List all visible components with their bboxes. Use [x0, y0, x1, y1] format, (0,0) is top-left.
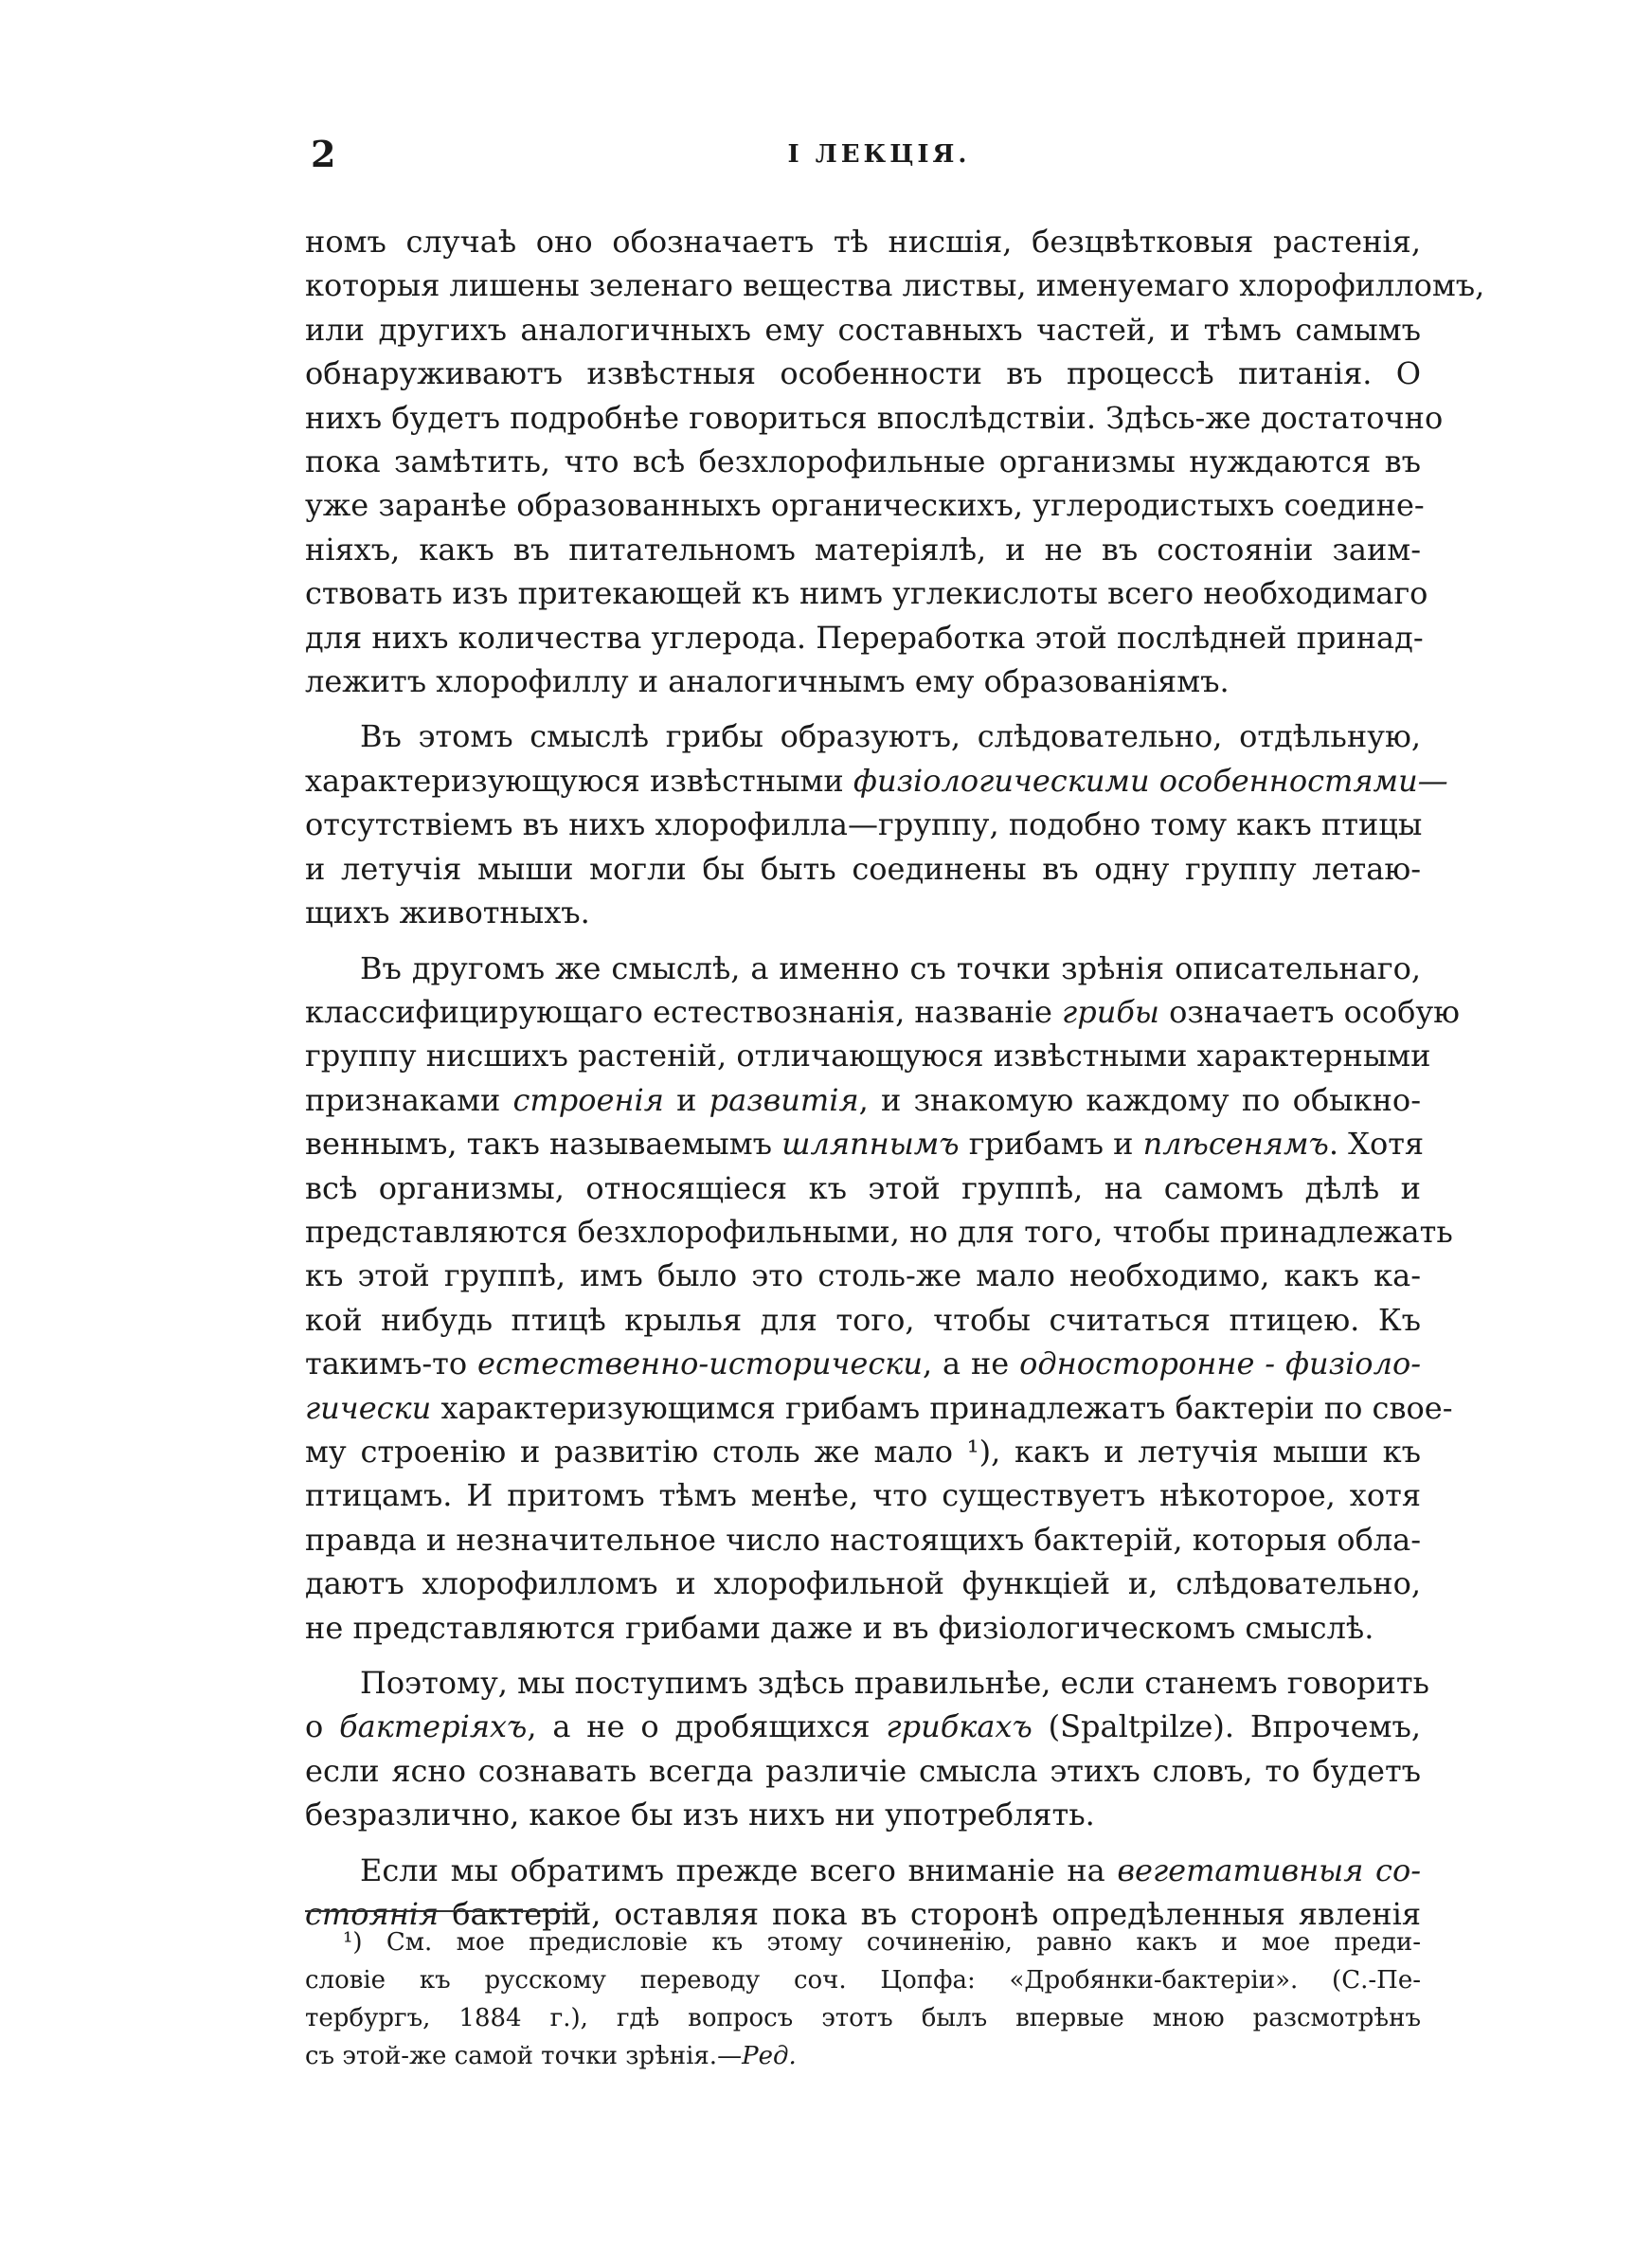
- text-run: съ этой-же самой точки зрѣнія.—: [305, 2042, 743, 2070]
- text-line: для нихъ количества углерода. Переработка этой послѣдней принад-: [305, 619, 1424, 656]
- text-run: бактерій, оставляя пока въ сторонѣ опредѣленныя явленія: [452, 1896, 1422, 1933]
- text-line: которыя лишены зеленаго вещества листвы, именуемаго хлорофилломъ,: [305, 267, 1485, 304]
- footnote: [305, 1923, 1421, 2075]
- italic-term: стоянія: [305, 1896, 440, 1933]
- text-line: ствовать изъ притекающей къ нимъ углекислоты всего необходимаго: [305, 575, 1428, 612]
- italic-term: гически: [305, 1389, 432, 1426]
- text-run: такимъ-то: [305, 1345, 468, 1382]
- text-line: [305, 1078, 1421, 1122]
- text-line: правда и незначительное число настоящихъ бактерій, которыя обла-: [305, 1521, 1422, 1558]
- text-run: , а не: [922, 1345, 1010, 1382]
- page-number: 2: [311, 133, 336, 175]
- footnote-divider: [305, 1910, 578, 1912]
- text-line: отсутствіемъ въ нихъ хлорофилла—группу, подобно тому какъ птицы: [305, 806, 1423, 843]
- text-run: о: [305, 1708, 324, 1745]
- text-run: веннымъ, такъ называемымъ: [305, 1126, 772, 1163]
- footnote-line: тербургъ, 1884 г.), гдѣ вопросъ этотъ былъ впервые мною разсмотрѣнъ: [305, 2004, 1421, 2032]
- italic-term: строенія: [512, 1081, 664, 1118]
- text-run: характеризующуюся извѣстными: [305, 762, 844, 799]
- italic-term: плѣсенямъ: [1142, 1126, 1329, 1163]
- footnote-line: ¹) См. мое предисловіе къ этому сочиненію, равно какъ и мое преди-: [343, 1928, 1421, 1957]
- text-line: представляются безхлорофильными, но для того, чтобы принадлежать: [305, 1213, 1453, 1250]
- italic-term: грибы: [1062, 993, 1159, 1030]
- text-line: уже заранѣе образованныхъ органическихъ, углеродистыхъ соедине-: [305, 487, 1425, 524]
- text-line: [305, 1386, 1453, 1430]
- text-line: [305, 1849, 1421, 1892]
- text-run: признаками: [305, 1081, 501, 1118]
- text-line: [305, 759, 1448, 803]
- text-line: нихъ будетъ подробнѣе говориться впослѣдствіи. Здѣсь-же достаточно: [305, 399, 1444, 436]
- text-line: [305, 990, 1461, 1034]
- text-run: Если мы обратимъ прежде всего вниманіе на: [360, 1851, 1105, 1888]
- text-line: [305, 1122, 1425, 1165]
- text-line: птицамъ. И притомъ тѣмъ менѣе, что существуетъ нѣкоторое, хотя: [305, 1477, 1421, 1514]
- paragraph-2: [305, 714, 1448, 934]
- italic-term: вегетативныя со-: [1117, 1851, 1422, 1888]
- text-line: ніяхъ, какъ въ питательномъ матеріялѣ, и не въ состояніи заим-: [305, 531, 1421, 568]
- text-line: [305, 1342, 1421, 1385]
- footnote-line: [305, 2037, 1421, 2075]
- text-run: означаетъ особую: [1169, 993, 1461, 1030]
- italic-term: естественно-исторически: [477, 1345, 923, 1382]
- footnote-line: словіе къ русскому переводу соч. Цопфа: «Дробянки-бактеріи». (С.-Пе-: [305, 1966, 1421, 1995]
- paragraph-1: [305, 220, 1485, 703]
- text-run: классифицирующаго естествознанія, названіе: [305, 993, 1052, 1030]
- text-line: кой нибудь птицѣ крылья для того, чтобы считаться птицею. Къ: [305, 1301, 1421, 1338]
- text-line: безразлично, какое бы изъ нихъ ни употреблять.: [305, 1797, 1095, 1833]
- text-line: если ясно сознавать всегда различіе смысла этихъ словъ, то будетъ: [305, 1752, 1421, 1789]
- italic-term: развитія: [709, 1081, 859, 1118]
- text-line: Въ другомъ же смыслѣ, а именно съ точки зрѣнія описательнаго,: [360, 949, 1421, 986]
- italic-term: бактеріяхъ: [339, 1708, 528, 1745]
- text-run: (Spaltpilze). Впрочемъ,: [1048, 1708, 1422, 1745]
- text-run: грибамъ и: [968, 1126, 1134, 1163]
- text-line: или другихъ аналогичныхъ ему составныхъ частей, и тѣмъ самымъ: [305, 311, 1421, 348]
- text-line: къ этой группѣ, имъ было это столь-же мало необходимо, какъ ка-: [305, 1257, 1421, 1294]
- body-text: [305, 220, 1485, 1947]
- text-line: и летучія мыши могли бы быть соединены въ одну группу летаю-: [305, 850, 1421, 887]
- text-line: щихъ животныхъ.: [305, 894, 590, 931]
- italic-term: грибкахъ: [886, 1708, 1032, 1745]
- paragraph-4: [305, 1661, 1429, 1837]
- text-line: лежитъ хлорофиллу и аналогичнымъ ему образованіямъ.: [305, 663, 1230, 700]
- text-run: . Хотя: [1328, 1126, 1425, 1163]
- text-run: характеризующимся грибамъ принадлежатъ бактеріи по свое-: [440, 1389, 1453, 1426]
- text-line: Поэтому, мы поступимъ здѣсь правильнѣе, если станемъ говорить: [360, 1665, 1429, 1701]
- text-line: номъ случаѣ оно обозначаетъ тѣ нисшія, безцвѣтковыя растенія,: [305, 224, 1421, 260]
- italic-term: Ред.: [742, 2042, 797, 2070]
- text-line: пока замѣтить, что всѣ безхлорофильные организмы нуждаются въ: [305, 443, 1421, 480]
- text-line: Въ этомъ смыслѣ грибы образуютъ, слѣдовательно, отдѣльную,: [360, 718, 1421, 755]
- text-line: даютъ хлорофилломъ и хлорофильной функціей и, слѣдовательно,: [305, 1565, 1421, 1602]
- text-run: и: [676, 1081, 697, 1118]
- text-run: , и знакомую каждому по обыкно-: [858, 1081, 1421, 1118]
- text-line: не представляются грибами даже и въ физіологическомъ смыслѣ.: [305, 1609, 1374, 1646]
- text-line: всѣ организмы, относящіеся къ этой группѣ, на самомъ дѣлѣ и: [305, 1169, 1421, 1206]
- text-line: группу нисшихъ растеній, отличающуюся извѣстными характерными: [305, 1038, 1431, 1074]
- text-line: му строенію и развитію столь же мало ¹), какъ и летучія мыши къ: [305, 1433, 1421, 1470]
- page-header: [311, 133, 1447, 190]
- paragraph-3: [305, 947, 1461, 1651]
- text-line: обнаруживаютъ извѣстныя особенности въ процессѣ питанія. О: [305, 355, 1421, 392]
- text-run: , а не о дробящихся: [527, 1708, 871, 1745]
- italic-term: односторонне - физіоло-: [1019, 1345, 1422, 1382]
- running-head: I ЛЕКЦІЯ.: [787, 140, 971, 169]
- italic-term: физіологическими особенностями—: [853, 762, 1448, 799]
- text-line: [305, 1705, 1421, 1748]
- italic-term: шляпнымъ: [781, 1126, 960, 1163]
